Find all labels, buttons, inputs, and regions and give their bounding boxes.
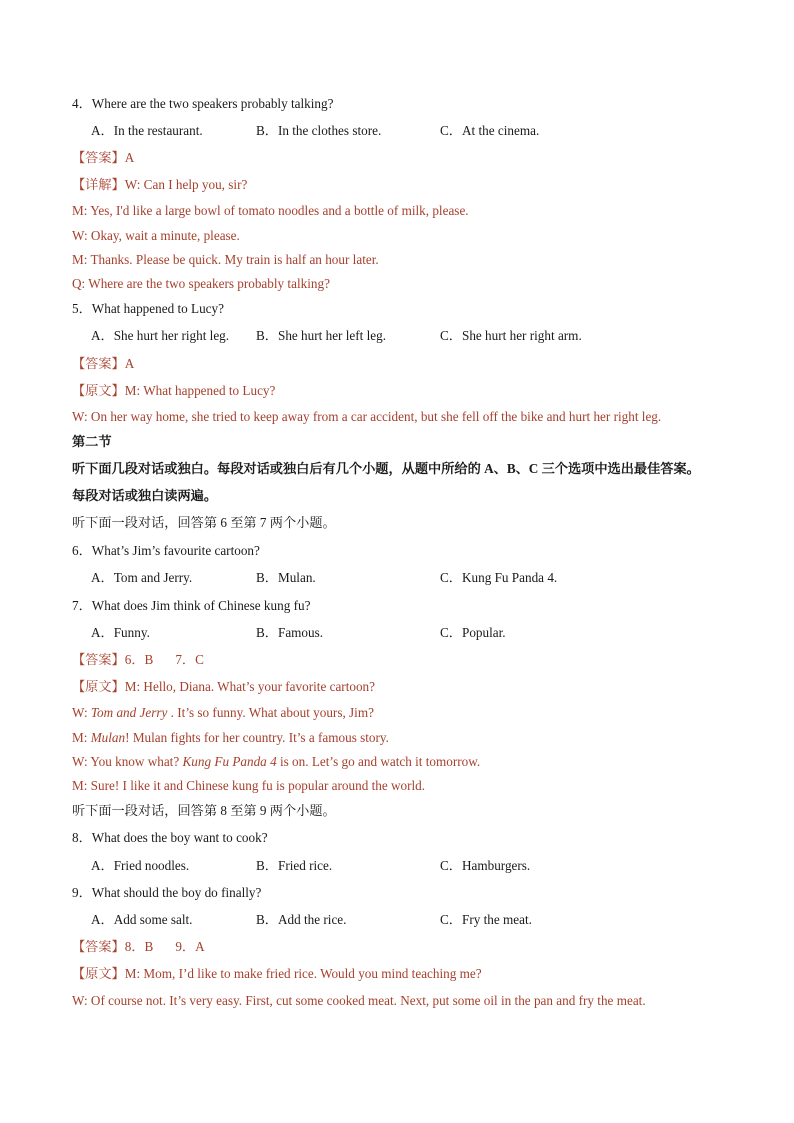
q5-option-b: B．She hurt her left leg. <box>256 328 387 343</box>
q4-detail-line-2: M: Yes, I'd like a large bowl of tomato noodles and a bottle of milk, please. <box>72 203 469 218</box>
q7-option-c: C．Popular. <box>440 625 506 640</box>
q5-answer: 【答案】A <box>72 356 135 371</box>
question-9: 9．What should the boy do finally? <box>72 885 262 900</box>
cartoon-title: Tom and Jerry <box>90 705 168 720</box>
q8-option-b: B．Fried rice. <box>256 858 333 873</box>
q7-option-a: A．Funny. <box>91 625 150 640</box>
q9-option-a: A．Add some salt. <box>91 912 193 927</box>
q4-detail-line-3: W: Okay, wait a minute, please. <box>72 228 240 243</box>
group-1-text-line-2: W: Tom and Jerry . It’s so funny. What about yours, Jim? <box>72 705 374 720</box>
section-instruction-2: 每段对话或独白读两遍。 <box>72 488 218 503</box>
group-2-intro: 听下面一段对话，回答第 8 至第 9 两个小题。 <box>72 803 336 818</box>
q8-option-a: A．Fried noodles. <box>91 858 190 873</box>
cartoon-title: Kung Fu Panda 4 <box>182 754 277 769</box>
group-2-answer: 【答案】8．B 9．A <box>72 939 205 954</box>
q4-detail-line-4: M: Thanks. Please be quick. My train is half an hour later. <box>72 252 379 267</box>
question-4: 4．Where are the two speakers probably talking? <box>72 96 334 111</box>
q5-text-line-1: 【原文】M: What happened to Lucy? <box>72 383 276 398</box>
cartoon-title: Mulan <box>90 730 126 745</box>
q4-detail-line-1: 【详解】W: Can I help you, sir? <box>72 177 248 192</box>
q6-option-b: B．Mulan. <box>256 570 316 585</box>
q7-option-b: B．Famous. <box>256 625 324 640</box>
question-6: 6．What’s Jim’s favourite cartoon? <box>72 543 260 558</box>
group-2-text-line-1: 【原文】M: Mom, I’d like to make fried rice. Would you mind teaching me? <box>72 966 482 981</box>
q4-option-a: A．In the restaurant. <box>91 123 203 138</box>
q5-option-a: A．She hurt her right leg. <box>91 328 230 343</box>
q4-option-b: B．In the clothes store. <box>256 123 382 138</box>
q4-answer: 【答案】A <box>72 150 135 165</box>
q4-option-c: C．At the cinema. <box>440 123 540 138</box>
q9-option-c: C．Fry the meat. <box>440 912 532 927</box>
q9-option-b: B．Add the rice. <box>256 912 347 927</box>
q5-option-c: C．She hurt her right arm. <box>440 328 582 343</box>
q8-option-c: C．Hamburgers. <box>440 858 531 873</box>
group-1-text-line-3: M: Mulan! Mulan fights for her country. It’s a famous story. <box>72 730 389 745</box>
question-8: 8．What does the boy want to cook? <box>72 830 268 845</box>
q5-text-line-2: W: On her way home, she tried to keep away from a car accident, but she fell off the bike and hurt her right leg. <box>72 409 662 424</box>
question-5: 5．What happened to Lucy? <box>72 301 224 316</box>
group-1-text-line-5: M: Sure! I like it and Chinese kung fu is popular around the world. <box>72 778 426 793</box>
section-instruction-1: 听下面几段对话或独白。每段对话或独白后有几个小题，从题中所给的 A、B、C 三个选项中选出最佳答案。 <box>72 461 700 476</box>
group-1-intro: 听下面一段对话，回答第 6 至第 7 两个小题。 <box>72 515 336 530</box>
q4-detail-line-5: Q: Where are the two speakers probably talking? <box>72 276 330 291</box>
section-title: 第二节 <box>72 434 112 449</box>
group-1-answer: 【答案】6．B 7．C <box>72 652 204 667</box>
group-1-text-line-1: 【原文】M: Hello, Diana. What’s your favorite cartoon? <box>72 679 375 694</box>
q6-option-c: C．Kung Fu Panda 4. <box>440 570 558 585</box>
question-7: 7．What does Jim think of Chinese kung fu? <box>72 598 311 613</box>
q6-option-a: A．Tom and Jerry. <box>91 570 193 585</box>
group-1-text-line-4: W: You know what? Kung Fu Panda 4 is on. Let’s go and watch it tomorrow. <box>72 754 481 769</box>
group-2-text-line-2: W: Of course not. It’s very easy. First, cut some cooked meat. Next, put some oil in the pan and fry the meat. <box>72 993 646 1008</box>
